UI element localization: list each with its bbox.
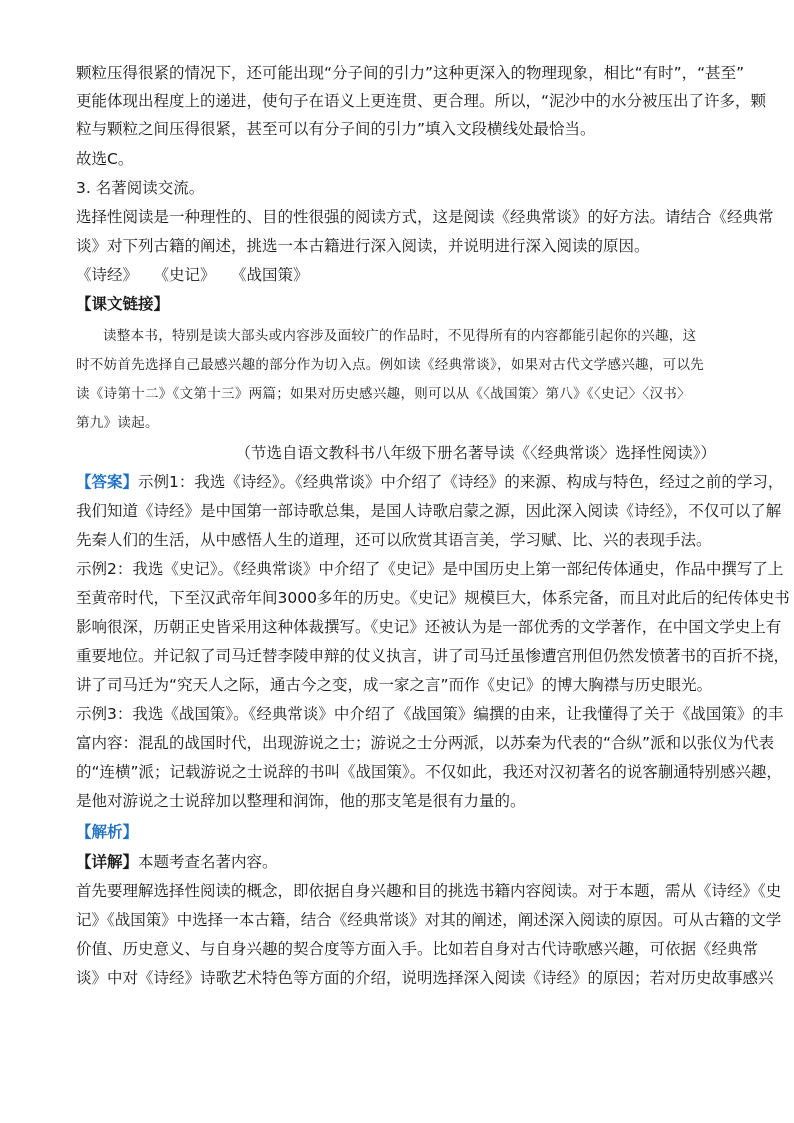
analysis-line: 记》《战国策》中选择一本古籍，结合《经典常谈》对其的阐述，阐述深入阅读的原因。可从古籍的文学	[76, 911, 782, 929]
quote-line: 第九》读起。	[76, 415, 159, 431]
analysis-line: 首先要理解选择性阅读的概念，即依据自身兴趣和目的挑选书籍内容阅读。对于本题，需从《诗经》《史	[76, 882, 782, 900]
analysis-line: 价值、历史意义、与自身兴趣的契合度等方面入手。比如若自身对古代诗歌感兴趣，可依据《经典常	[76, 940, 759, 958]
detail-tag: 【详解】	[76, 853, 139, 871]
book-options: 《诗经》 《史记》 《战国策》	[76, 266, 309, 284]
answer-line: 先秦人们的生活，从中感悟人生的道理，还可以欣赏其语言美，学习赋、比、兴的表现手法。	[76, 531, 712, 549]
answer-line: 示例2：我选《史记》。《经典常谈》中介绍了《史记》是中国历史上第一部纪传体通史，作品中撰写了上	[76, 560, 784, 578]
analysis-line: 谈》中对《诗经》诗歌艺术特色等方面的介绍，说明选择深入阅读《诗经》的原因；若对历史故事感兴	[76, 969, 774, 987]
analysis-tag: 【解析】	[76, 823, 139, 841]
source-citation: （节选自语文教科书八年级下册名著导读《〈经典常谈〉选择性阅读》）	[235, 444, 716, 462]
text-line: 更能体现出程度上的递进，使句子在语义上更连贯、更合理。所以，“泥沙中的水分被压出了许多，颗	[76, 92, 767, 110]
answer-line: 是他对游说之士说辞加以整理和润饰，他的那支笔是很有力量的。	[76, 792, 526, 810]
quote-line: 读整本书，特别是读大部头或内容涉及面较广的作品时，不见得所有的内容都能引起你的兴趣，这	[103, 328, 697, 344]
text-line: 选择性阅读是一种理性的、目的性很强的阅读方式，这是阅读《经典常谈》的好方法。请结合《经典常	[76, 208, 774, 226]
answer-line: 影响很深，历朝正史皆采用这种体裁撰写。《史记》还被认为是一部优秀的文学著作，在中国文学史上有	[76, 618, 782, 636]
answer-line: 重要地位。并记叙了司马迁替李陵申辩的仗义执言，讲了司马迁虽惨遭宫刑但仍然发愤著书的百折不挠，	[76, 647, 790, 665]
answer-line: 富内容：混乱的战国时代，出现游说之士；游说之士分两派，以苏秦为代表的“合纵”派和以张仪为代表	[76, 734, 775, 752]
answer-tag: 【答案】	[76, 473, 139, 491]
answer-line: 示例3：我选《战国策》。《经典常谈》中介绍了《战国策》编撰的由来，让我懂得了关于《战国策》的丰	[76, 705, 784, 723]
detail-text: 本题考查名著内容。	[138, 853, 278, 871]
question-heading: 3. 名著阅读交流。	[76, 179, 205, 197]
answer-line	[76, 472, 783, 492]
answer-line: 至黄帝时代，下至汉武帝年间3000多年的历史。《史记》规模巨大，体系完备，而且对此后的纪传体史书	[76, 589, 790, 607]
detail-line	[76, 852, 278, 872]
text-line: 颗粒压得很紧的情况下，还可能出现“分子间的引力”这种更深入的物理现象，相比“有时”，“甚至”	[76, 64, 745, 82]
text-line: 粒与颗粒之间压得很紧，甚至可以有分子间的引力”填入文段横线处最恰当。	[76, 120, 596, 138]
answer-line: 讲了司马迁为“究天人之际，通古今之变，成一家之言”而作《史记》的博大胸襟与历史眼光。	[76, 676, 713, 694]
text-line: 故选C。	[76, 150, 134, 168]
answer-line: 我们知道《诗经》是中国第一部诗歌总集，是国人诗歌启蒙之源，因此深入阅读《诗经》，不仅可以了解	[76, 502, 782, 520]
quote-line: 时不妨首先选择自己最感兴趣的部分作为切入点。例如读《经典常谈》，如果对古代文学感兴趣，可以先	[76, 357, 705, 373]
text-line: 谈》对下列古籍的阐述，挑选一本古籍进行深入阅读，并说明进行深入阅读的原因。	[76, 237, 650, 255]
answer-text: 示例1：我选《诗经》。《经典常谈》中介绍了《诗经》的来源、构成与特色，经过之前的学习，	[138, 473, 784, 491]
answer-line: 的“连横”派；记载游说之士说辞的书叫《战国策》。不仅如此，我还对汉初著名的说客蒯通特别感兴趣，	[76, 763, 782, 781]
section-link-heading: 【课文链接】	[76, 295, 170, 313]
quote-line: 读《诗第十二》《文第十三》两篇；如果对历史感兴趣，则可以从《〈战国策〉第八》《〈史记〉〈汉书〉	[76, 386, 691, 402]
